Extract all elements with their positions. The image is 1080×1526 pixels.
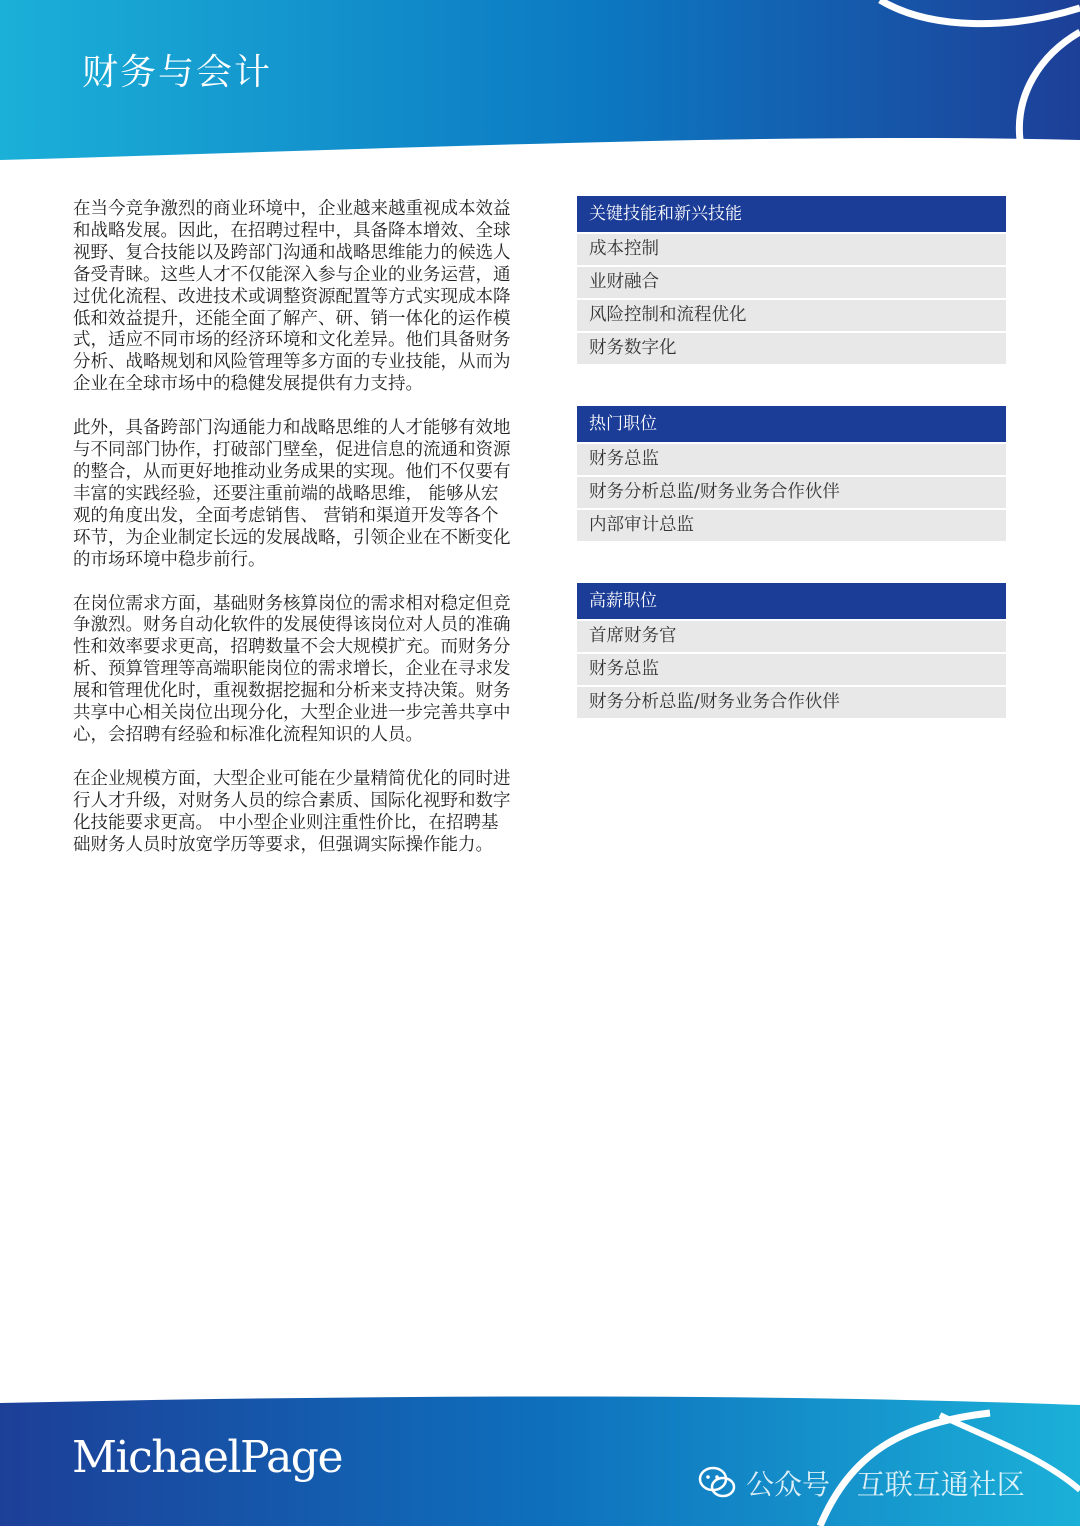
- table-row: 财务数字化: [577, 333, 1006, 364]
- table-row: 首席财务官: [577, 621, 1006, 652]
- table-row: 业财融合: [577, 267, 1006, 298]
- high-salary-heading: 高薪职位: [577, 583, 1006, 619]
- table-row: 财务分析总监/财务业务合作伙伴: [577, 477, 1006, 508]
- skills-table-heading: 关键技能和新兴技能: [577, 196, 1006, 232]
- table-row: 财务总监: [577, 654, 1006, 685]
- body-text: [73, 199, 513, 878]
- table-row: 财务总监: [577, 444, 1006, 475]
- table-row: 成本控制: [577, 234, 1006, 265]
- watermark: [698, 1463, 1025, 1503]
- high-salary-table: [577, 583, 1006, 718]
- page-title: 财务与会计: [82, 52, 273, 93]
- hot-positions-table: [577, 406, 1006, 541]
- wechat-icon: [698, 1466, 736, 1500]
- watermark-text: 公众号 · 互联互通社区: [746, 1468, 1025, 1501]
- table-row: 风险控制和流程优化: [577, 300, 1006, 331]
- paragraph-1: 在当今竞争激烈的商业环境中，企业越来越重视成本效益和战略发展。因此，在招聘过程中，具备降本增效、全球视野、复合技能以及跨部门沟通和战略思维能力的候选人备受青睐。这些人才不仅能深入参与企业的业务运营，通过优化流程、改进技术或调整资源配置等方式实现成本降低和效益提升，还能全面了解产、研、销一体化的运作模式，适应不同市场的经济环境和文化差异。他们具备财务分析、战略规划和风险管理等多方面的专业技能，从而为企业在全球市场中的稳健发展提供有力支持。: [73, 199, 511, 395]
- paragraph-3: 在岗位需求方面，基础财务核算岗位的需求相对稳定但竞争激烈。财务自动化软件的发展使得该岗位对人员的准确性和效率要求更高，招聘数量不会大规模扩充。而财务分析、预算管理等高端职能岗位的需求增长，企业在寻求发展和管理优化时，重视数据挖掘和分析来支持决策。财务共享中心相关岗位出现分化，大型企业进一步完善共享中心，会招聘有经验和标准化流程知识的人员。: [73, 593, 511, 745]
- skills-table: [577, 196, 1006, 364]
- table-row: 内部审计总监: [577, 510, 1006, 541]
- paragraph-4: 在企业规模方面，大型企业可能在少量精简优化的同时进行人才升级，对财务人员的综合素质、国际化视野和数字化技能要求更高。 中小型企业则注重性价比，在招聘基础财务人员时放宽学历等要求，但强调实际操作能力。: [73, 768, 511, 855]
- hot-positions-heading: 热门职位: [577, 406, 1006, 442]
- table-row: 财务分析总监/财务业务合作伙伴: [577, 687, 1006, 718]
- header-band: [0, 0, 1080, 175]
- paragraph-2: 此外，具备跨部门沟通能力和战略思维的人才能够有效地与不同部门协作，打破部门壁垒，促进信息的流通和资源的整合，从而更好地推动业务成果的实现。他们不仅要有丰富的实践经验，还要注重前端的战略思维， 能够从宏观的角度出发，全面考虑销售、 营销和渠道开发等各个环节，为企业制定长远的发展战略，引领企业在不断变化的市场环境中稳步前行。: [73, 418, 511, 570]
- michael-page-logo: MichaelPage: [72, 1432, 343, 1483]
